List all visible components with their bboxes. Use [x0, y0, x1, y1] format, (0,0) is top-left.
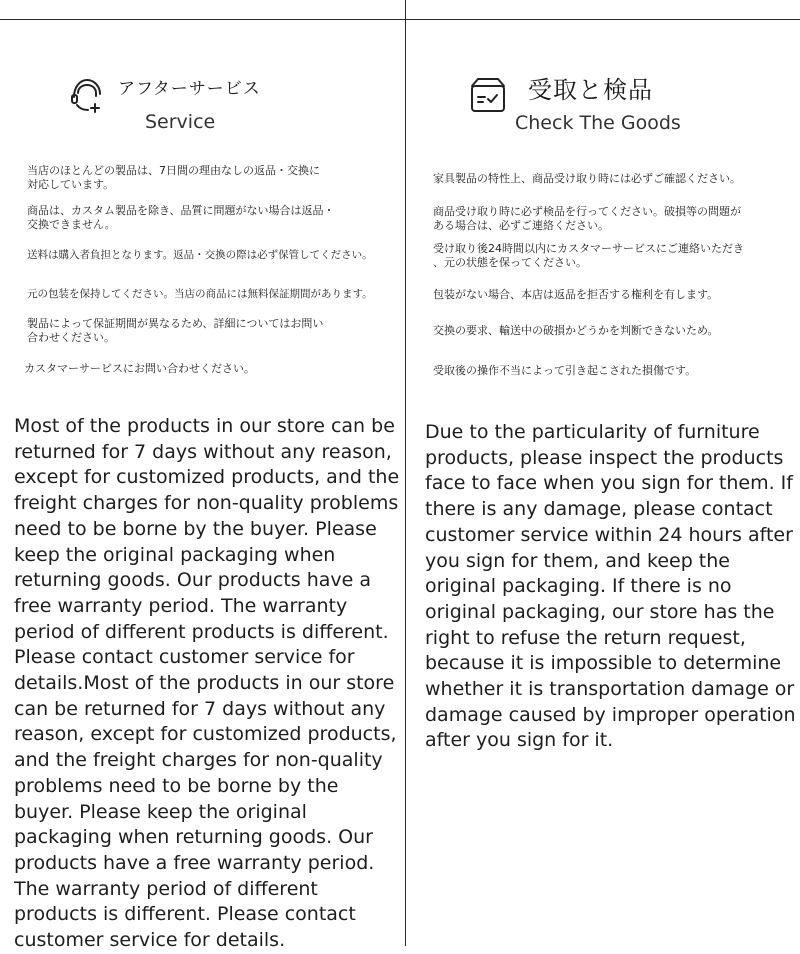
box-check-icon — [468, 76, 508, 114]
service-column — [0, 20, 405, 952]
jp-line: 当店のほとんどの製品は、7日間の理由なしの返品・交換に — [27, 164, 320, 177]
headset-support-icon — [68, 75, 108, 115]
jp-line: 受け取り後24時間以内にカスタマーサービスにご連絡いただき — [433, 242, 744, 255]
service-title-jp: アフターサービス — [118, 79, 261, 99]
jp-line: ある場合は、必ずご連絡ください。 — [433, 219, 609, 232]
jp-line: 合わせください。 — [27, 331, 115, 344]
jp-line: 元の包装を保持してください。当店の商品には無料保証期間があります。 — [27, 288, 373, 300]
check-goods-title-jp: 受取と検品 — [528, 76, 653, 104]
jp-line: カスタマーサービスにお問い合わせください。 — [24, 362, 255, 375]
check-goods-description-en: Due to the particularity of furniture products, please inspect the products face to face when you sign for them. If there is any damage, please contact customer service within 24 hours after you sign for them, and keep the original packaging. If there is no original packaging, our store has the right to refuse the return request, because it is impossible to determine whether it is transportation damage or damage caused by improper operation after you sign for it. — [425, 421, 796, 752]
jp-line: 包装がない場合、本店は返品を拒否する権利を有します。 — [433, 288, 719, 301]
jp-line: 商品は、カスタム製品を除き、品質に問題がない場合は返品・ — [27, 204, 335, 217]
jp-line: 家具製品の特性上、商品受け取り時には必ずご確認ください。 — [433, 172, 741, 185]
jp-line: 交換の要求、輸送中の破損かどうかを判断できないため。 — [433, 324, 719, 337]
check-goods-title-en: Check The Goods — [515, 112, 681, 134]
jp-line: 受取後の操作不当によって引き起こされた損傷です。 — [433, 364, 697, 377]
jp-line: 、元の状態を保ってください。 — [433, 256, 587, 269]
jp-line: 商品受け取り時に必ず検品を行ってください。破損等の問題が — [433, 205, 741, 218]
service-title-en: Service — [145, 111, 216, 133]
jp-line: 対応しています。 — [27, 178, 115, 191]
jp-line: 交換できません。 — [27, 218, 116, 231]
check-goods-column — [406, 20, 800, 946]
jp-line: 送料は購入者負担となります。返品・交換の際は必ず保管してください。 — [27, 249, 373, 261]
service-description-en: Most of the products in our store can be returned for 7 days without any reason, except for customized products, and the freight charges for non-quality problems need to be borne by the buyer. Please keep the original packaging when returning goods. Our products have a free warranty period. The warranty period of different products is different. Please contact customer service for details.Most of the products in our store can be returned for 7 days without any reason, except for customized products, and the freight charges for non-quality problems need to be borne by the buyer. Please keep the original packaging when returning goods. Our products have a free warranty period. The warranty period of different products is different. Please contact customer service for details. — [14, 415, 400, 952]
jp-line: 製品によって保証期間が異なるため、詳細についてはお問い — [27, 317, 324, 330]
